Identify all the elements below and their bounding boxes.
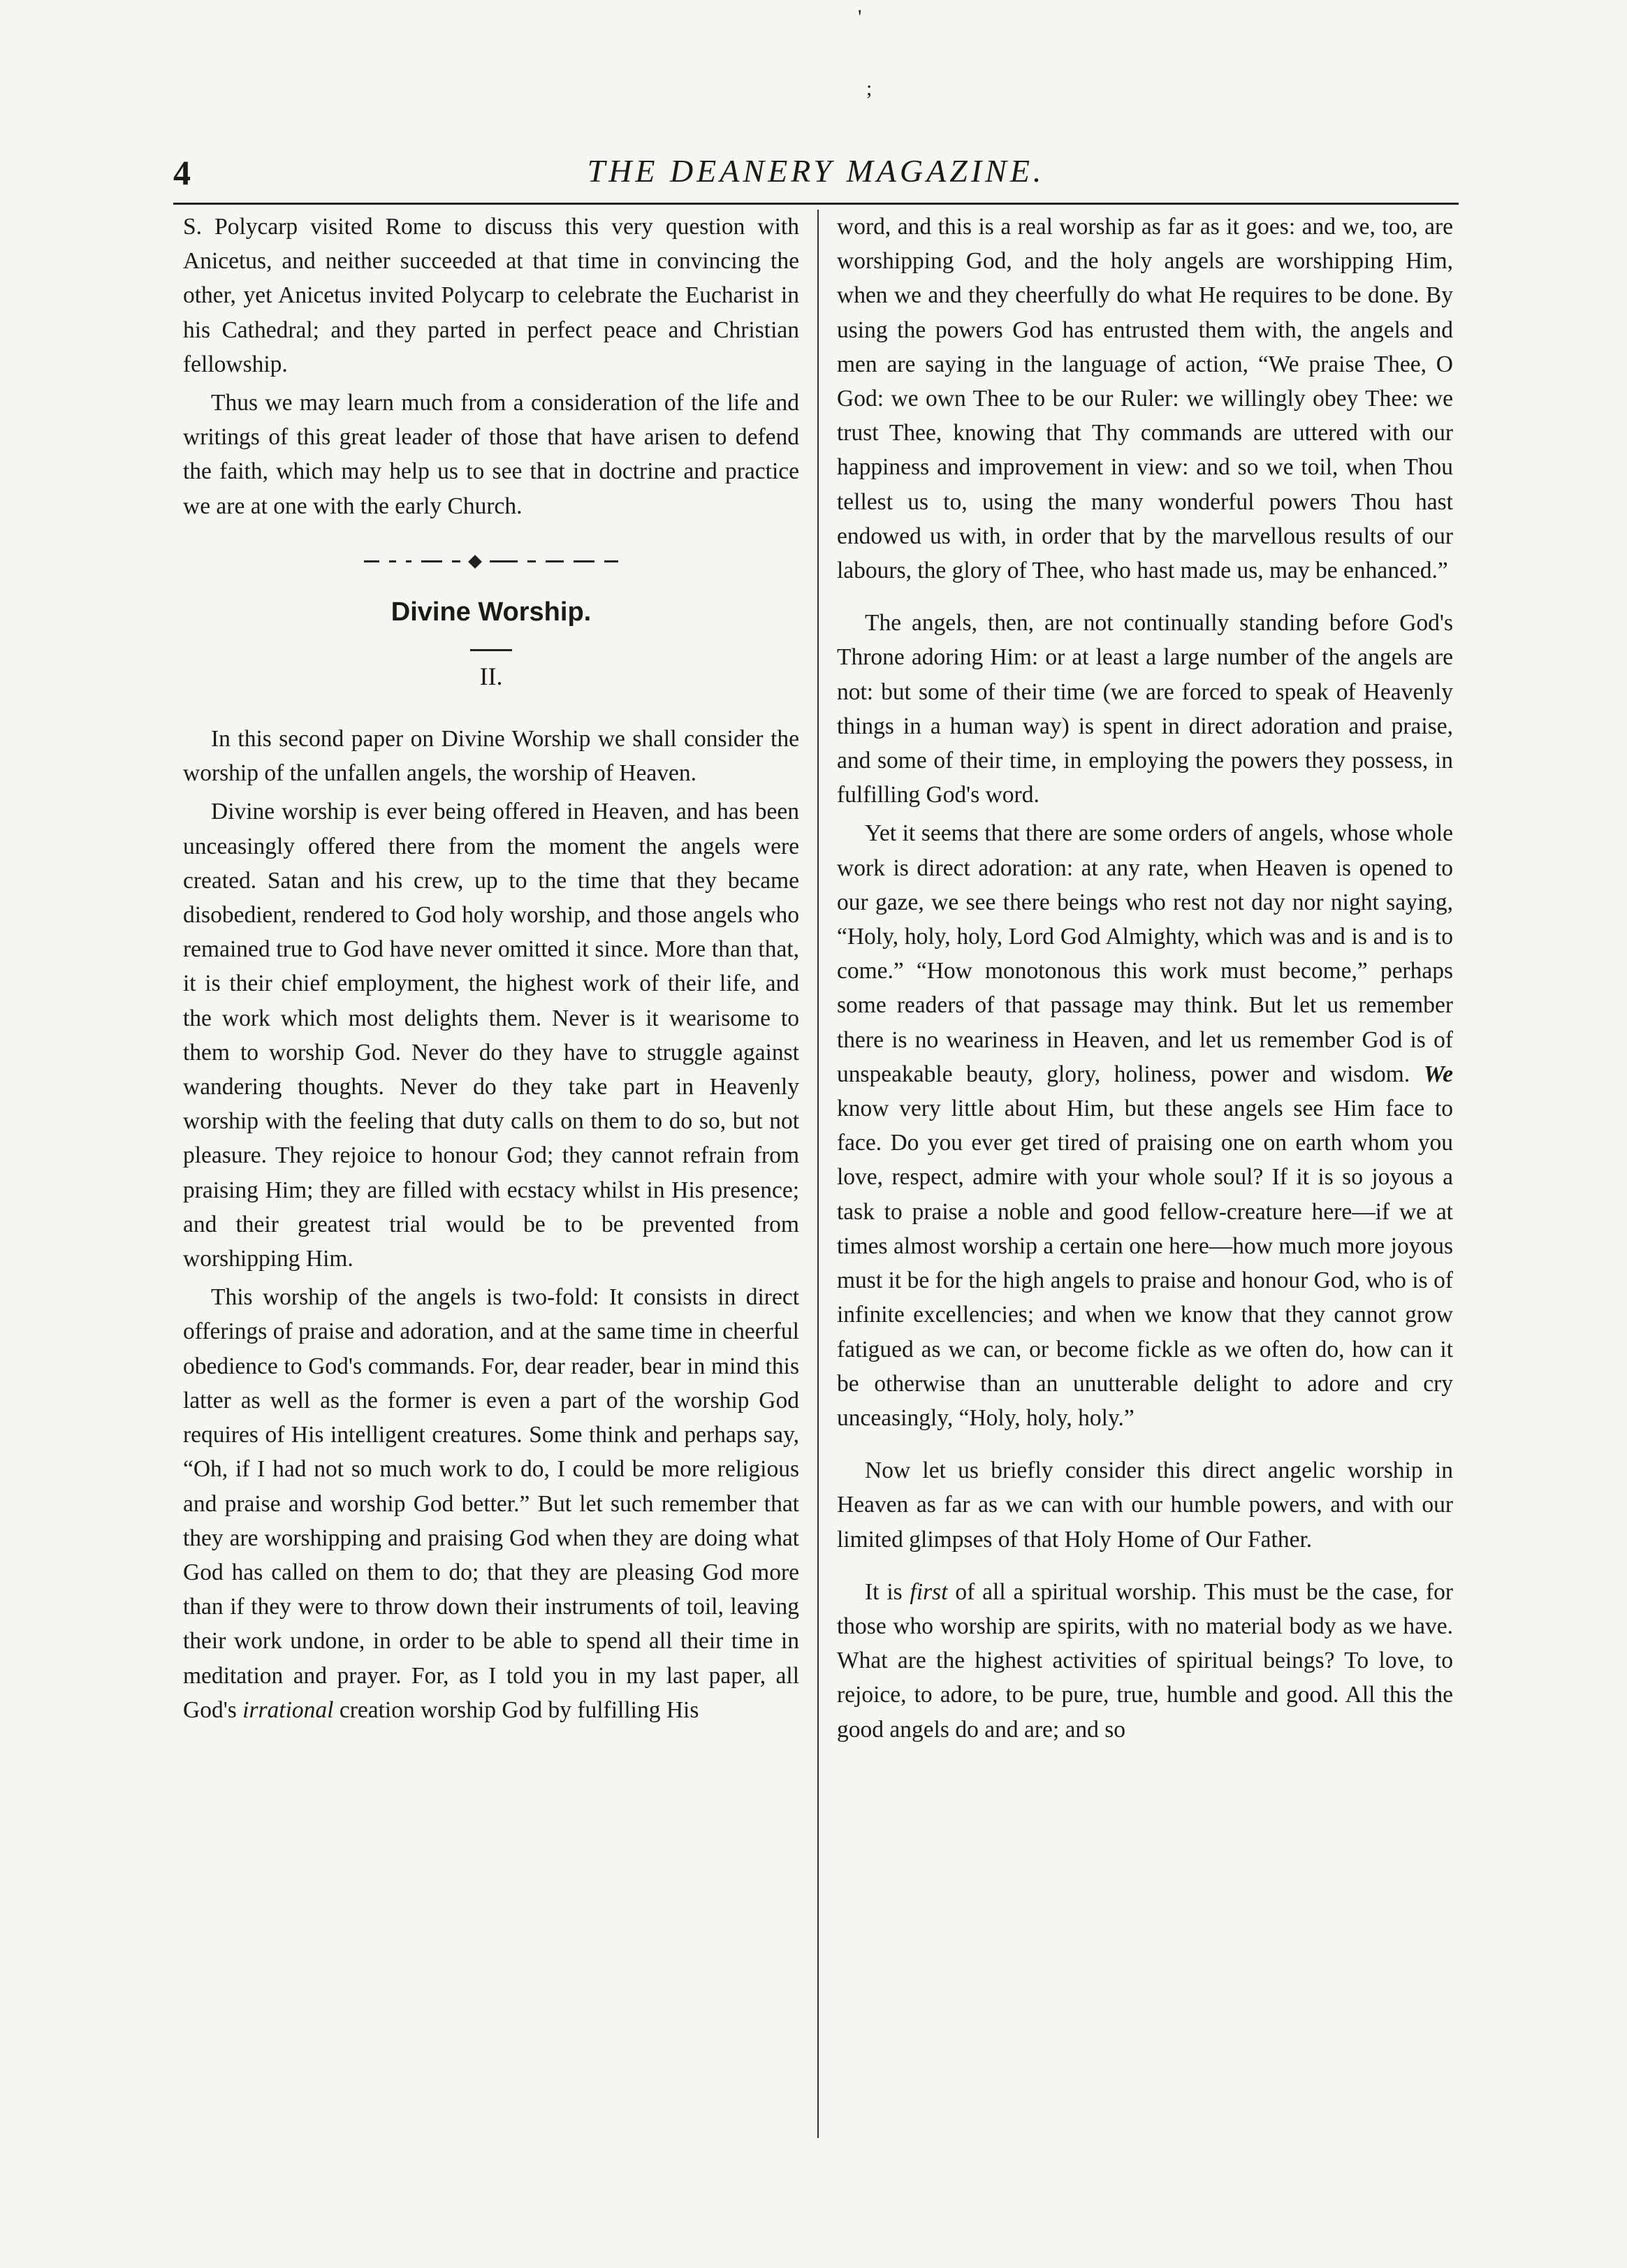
running-title: THE DEANERY MAGAZINE.: [587, 153, 1045, 189]
text-run: creation worship God by fulfilling His: [339, 1696, 699, 1723]
paragraph: Now let us briefly consider this direct angelic worship in Heaven as far as we can with our humble powers, and with our limited glimpses of that Holy Home of Our Father.: [837, 1458, 1453, 1553]
text-run: of all a spiritual worship. This must be the case, for those who worship are spirits, with no material body as we have. What are the highest activities of spiritual beings? To love, to rejoice, to adore, to be pure, true, humble and good. All this the good angels do and are; and so: [837, 1578, 1454, 1743]
paragraph: The angels, then, are not continually standing before God's Throne adoring Him: or at least a large number of the angels are not: but some of their time (we are forced to speak of Heavenly things in a human way) is spent in direct adoration and praise, and some of their time, in employing the powers they possess, in fulfilling God's word.: [837, 610, 1453, 808]
paragraph: [837, 1575, 1453, 1747]
right-column: [837, 210, 1453, 1747]
print-speck: ': [858, 6, 862, 29]
print-speck: ;: [866, 77, 873, 100]
paragraph: S. Polycarp visited Rome to discuss this very question with Anicetus, and neither succeeded at that time in convincing the other, yet Anicetus invited Polycarp to celebrate the Eucharist in his Cathedral; and they parted in perfect peace and Christian fellowship.: [183, 214, 799, 377]
text-run: know very little about Him, but these angels see Him face to face. Do you ever get tired of praising one on earth whom you love, respect, admire with your whole soul? If it is so joyous a task to praise a noble and good fellow-creature here—if we at times almost worship a certain one here—how much more joyous must it be for the high angels to praise and honour God, who is of infinite excellencies; and when we know that they cannot grow fatigued as we can, or become fickle as we often do, how can it be otherwise than an unutterable delight to adore and cry unceasingly, “Holy, holy, holy.”: [837, 1096, 1453, 1431]
paragraph: Divine worship is ever being offered in Heaven, and has been unceasingly offered there from the moment the angels were created. Satan and his crew, up to the time that they became disobedient, rendered to God holy worship, and those angels who remained true to God have never omitted it since. More than that, it is their chief employment, the highest work of their life, and the work which most delights them. Never is it wearisome to them to worship God. Never do they have to struggle against wandering thoughts. Never do they take part in Heavenly worship with the feeling that duty calls on them to do so, but not pleasure. They rejoice to honour God; they cannot refrain from praising Him; they are filled with ecstacy whilst in His presence; and their greatest trial would be to be prevented from worshipping Him.: [183, 799, 799, 1272]
text-run: Yet it seems that there are some orders of angels, whose whole work is direct adoration: at any rate, when Heaven is opened to our gaze, we see there beings who rest not day nor night saying, “Holy, holy, holy, Lord God Almighty, which was and is and is to come.” “How monotonous this work must become,” perhaps some readers of that passage may think. But let us remember there is no weariness in Heaven, and let us remember God is of unspeakable beauty, glory, holiness, power and wisdom.: [837, 820, 1453, 1087]
section-title: Divine Worship.: [391, 597, 592, 627]
section-numeral: II.: [479, 662, 503, 690]
page-number: 4: [173, 153, 191, 192]
italic-word: We: [1423, 1061, 1454, 1087]
page-header: [173, 152, 1459, 194]
header-rule: [173, 203, 1459, 205]
italic-word: irrational: [242, 1696, 334, 1723]
column-divider: [817, 210, 819, 2138]
paragraph: word, and this is a real worship as far as it goes: and we, too, are worshipping God, and the holy angels are worshipping Him, when we and they cheerfully do what He requires to be done. By using the powers God has entrusted them with, the angels and men are saying in the language of action, “We praise Thee, O God: we own Thee to be our Ruler: we willingly obey Thee: we trust Thee, knowing that Thy commands are uttered with our happiness and improvement in view: and so we toil, when Thou tellest us to, using the many wonderful powers Thou hast endowed us with, in order that by the marvellous results of our labours, the glory of Thee, who hast made us, may be enhanced.”: [837, 214, 1453, 584]
section-ornament: [183, 558, 799, 565]
italic-word: first: [910, 1578, 948, 1605]
paragraph: [837, 816, 1453, 1435]
paragraph: In this second paper on Divine Worship we shall consider the worship of the unfallen angels, the worship of Heaven.: [183, 726, 799, 787]
title-rule: [470, 649, 512, 651]
paragraph: [183, 1280, 799, 1727]
paragraph: Thus we may learn much from a consideration of the life and writings of this great leader of those that have arisen to defend the faith, which may help us to see that in doctrine and practice we are at one with the early Church.: [183, 390, 799, 519]
left-column: [183, 210, 799, 1727]
text-run: This worship of the angels is two-fold: It consists in direct offerings of praise and adoration, and at the same time in cheerful obedience to God's commands. For, dear reader, bear in mind this latter as well as the former is even a part of the worship God requires of His intelligent creatures. Some think and perhaps say, “Oh, if I had not so much work to do, I could be more religious and praise and worship God better.” But let such remember that they are worshipping and praising God when they are doing what God has called on them to do; that they are pleasing God more than if they were to throw down their instruments of toil, leaving their work undone, in order to be able to spend all their time in meditation and prayer. For, as I told you in my last paper, all God's: [183, 1284, 799, 1723]
text-run: It is: [865, 1578, 903, 1605]
